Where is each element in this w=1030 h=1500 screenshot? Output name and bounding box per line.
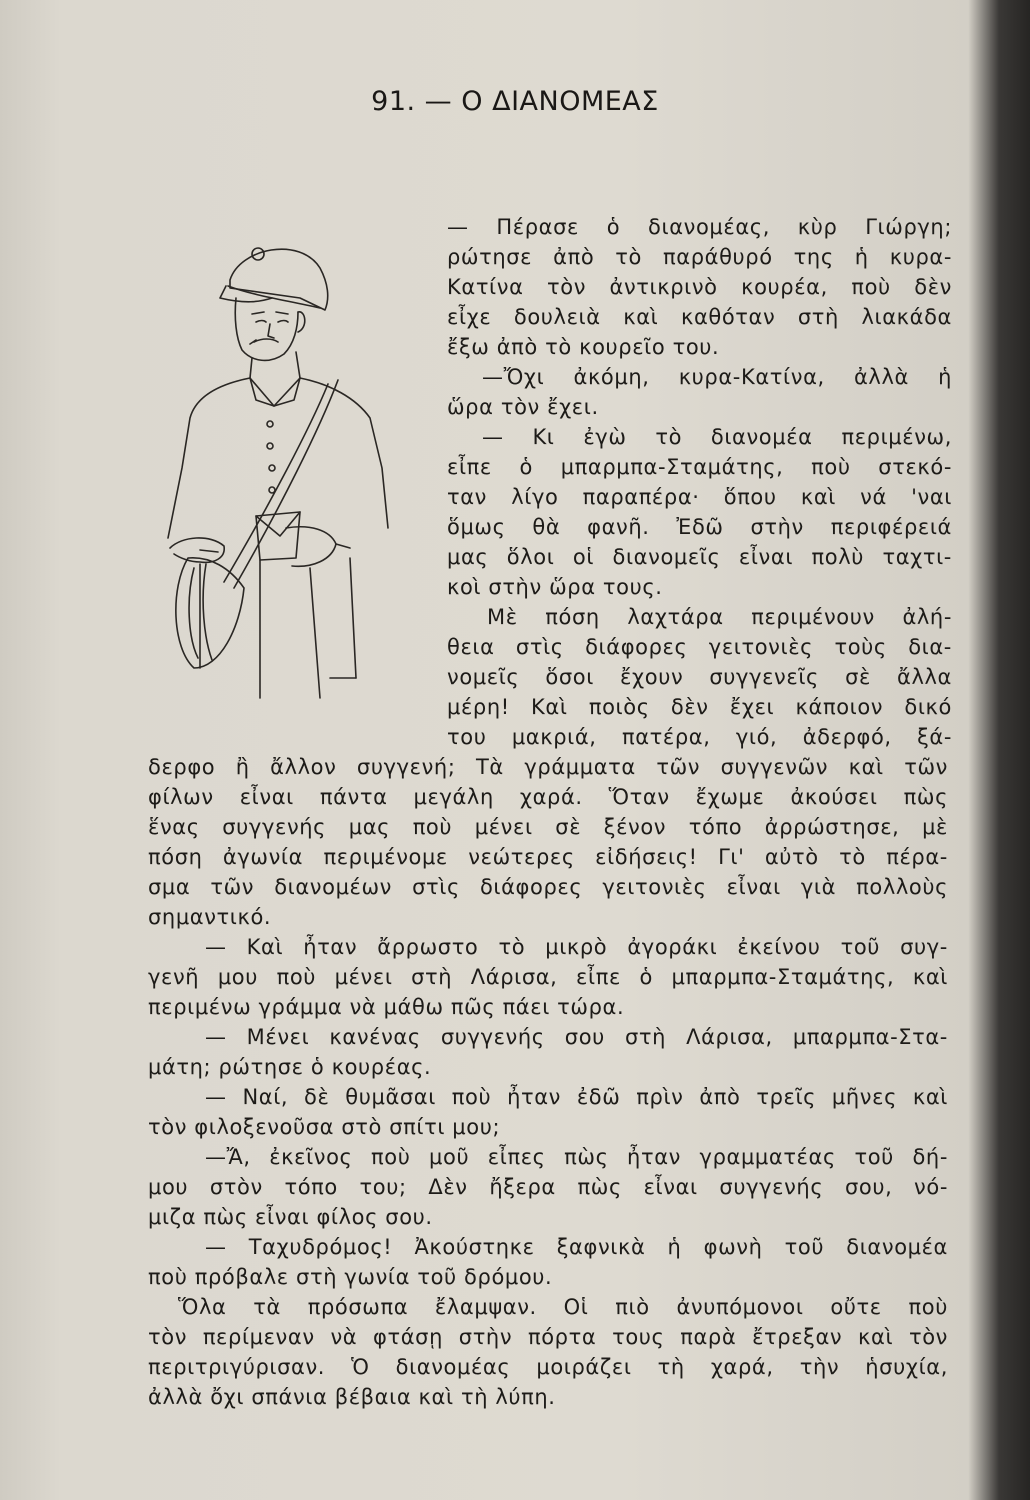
- mail-carrier-illustration: [160, 228, 408, 708]
- text-line: ἕνας συγγενής μας ποὺ μένει σὲ ξένον τόπο ἀρρώστησε, μὲ: [148, 815, 948, 839]
- chapter-title: 91. — Ο ΔΙΑΝΟΜΕΑΣ: [371, 86, 659, 117]
- text-line: ταν λίγο παραπέρα· ὅπου καὶ νά 'ναι: [447, 485, 952, 509]
- text-line: περιμένω γράμμα νὰ μάθω πῶς πάει τώρα.: [148, 995, 625, 1019]
- text-line: θεια στὶς διάφορες γειτονιὲς τοὺς δια-: [447, 635, 952, 659]
- text-line: τὸν φιλοξενοῦσα στὸ σπίτι μου;: [148, 1115, 501, 1139]
- text-line: φίλων εἶναι πάντα μεγάλη χαρά. Ὅταν ἔχωμε ἀκούσει πὼς: [148, 785, 948, 809]
- text-line: γενῆ μου ποὺ μένει στὴ Λάρισα, εἶπε ὁ μπαρμπα-Σταμάτης, καὶ: [148, 965, 948, 989]
- text-line: Κατίνα τὸν ἀντικρινὸ κουρέα, ποὺ δὲν: [447, 275, 952, 299]
- text-line: ὅμως θὰ φανῆ. Ἐδῶ στὴν περιφέρειά: [447, 515, 952, 539]
- text-line: — Μένει κανένας συγγενής σου στὴ Λάρισα, μπαρμπα-Στα-: [205, 1025, 948, 1049]
- text-line: ποὺ πρόβαλε στὴ γωνία τοῦ δρόμου.: [148, 1265, 553, 1289]
- text-line: μου στὸν τόπο του; Δὲν ἤξερα πὼς εἶναι συγγενής σου, νό-: [148, 1175, 948, 1199]
- text-line: πόση ἀγωνία περιμένομε νεώτερες εἰδήσεις! Γι' αὐτὸ τὸ πέρα-: [148, 845, 948, 869]
- text-line: μας ὅλοι οἱ διανομεῖς εἶναι πολὺ ταχτι-: [447, 545, 952, 569]
- text-line: κοὶ στὴν ὥρα τους.: [447, 575, 663, 599]
- text-line: τὸν περίμεναν νὰ φτάσῃ στὴν πόρτα τους παρὰ ἔτρεξαν καὶ τὸν: [148, 1325, 948, 1349]
- text-line: — Κι ἐγὼ τὸ διανομέα περιμένω,: [482, 425, 952, 449]
- text-line: ἔξω ἀπὸ τὸ κουρεῖο του.: [447, 335, 720, 359]
- text-line: —Ἄ, ἐκεῖνος ποὺ μοῦ εἶπες πὼς ἦταν γραμματέας τοῦ δή-: [205, 1145, 948, 1169]
- text-line: του μακριά, πατέρα, γιό, ἀδερφό, ξά-: [447, 725, 952, 749]
- text-line: —Ὄχι ἀκόμη, κυρα-Κατίνα, ἀλλὰ ἡ: [482, 365, 952, 389]
- text-line: — Ταχυδρόμος! Ἀκούστηκε ξαφνικὰ ἡ φωνὴ τοῦ διανομέα: [205, 1235, 948, 1259]
- text-line: νομεῖς ὅσοι ἔχουν συγγενεῖς σὲ ἄλλα: [447, 665, 952, 689]
- text-line: σμα τῶν διανομέων στὶς διάφορες γειτονιὲς εἶναι γιὰ πολλοὺς: [148, 875, 948, 899]
- text-line: σημαντικό.: [148, 905, 272, 929]
- text-line: εἶπε ὁ μπαρμπα-Σταμάτης, ποὺ στεκό-: [447, 455, 952, 479]
- text-line: μάτη; ρώτησε ὁ κουρέας.: [148, 1055, 432, 1079]
- text-line: περιτριγύρισαν. Ὁ διανομέας μοιράζει τὴ χαρά, τὴν ἡσυχία,: [148, 1355, 948, 1379]
- text-line: — Πέρασε ὁ διανομέας, κὺρ Γιώργη;: [447, 215, 952, 239]
- text-line: δερφο ἢ ἄλλον συγγενή; Τὰ γράμματα τῶν συγγενῶν καὶ τῶν: [148, 755, 948, 779]
- text-line: Ὅλα τὰ πρόσωπα ἔλαμψαν. Οἱ πιὸ ἀνυπόμονοι οὔτε ποὺ: [178, 1295, 948, 1319]
- text-line: — Καὶ ἦταν ἄρρωστο τὸ μικρὸ ἀγοράκι ἐκείνου τοῦ συγ-: [205, 935, 948, 959]
- text-line: ἀλλὰ ὄχι σπάνια βέβαια καὶ τὴ λύπη.: [148, 1385, 556, 1409]
- text-line: Μὲ πόση λαχτάρα περιμένουν ἀλή-: [487, 605, 952, 629]
- text-line: μέρη! Καὶ ποιὸς δὲν ἔχει κάποιον δικό: [447, 695, 952, 719]
- text-line: — Ναί, δὲ θυμᾶσαι ποὺ ἦταν ἐδῶ πρὶν ἀπὸ τρεῖς μῆνες καὶ: [205, 1085, 948, 1109]
- text-line: εἶχε δουλειὰ καὶ καθόταν στὴ λιακάδα: [447, 305, 952, 329]
- text-line: ὥρα τὸν ἔχει.: [447, 395, 599, 419]
- text-line: μιζα πὼς εἶναι φίλος σου.: [148, 1205, 433, 1229]
- text-line: ρώτησε ἀπὸ τὸ παράθυρό της ἡ κυρα-: [447, 245, 952, 269]
